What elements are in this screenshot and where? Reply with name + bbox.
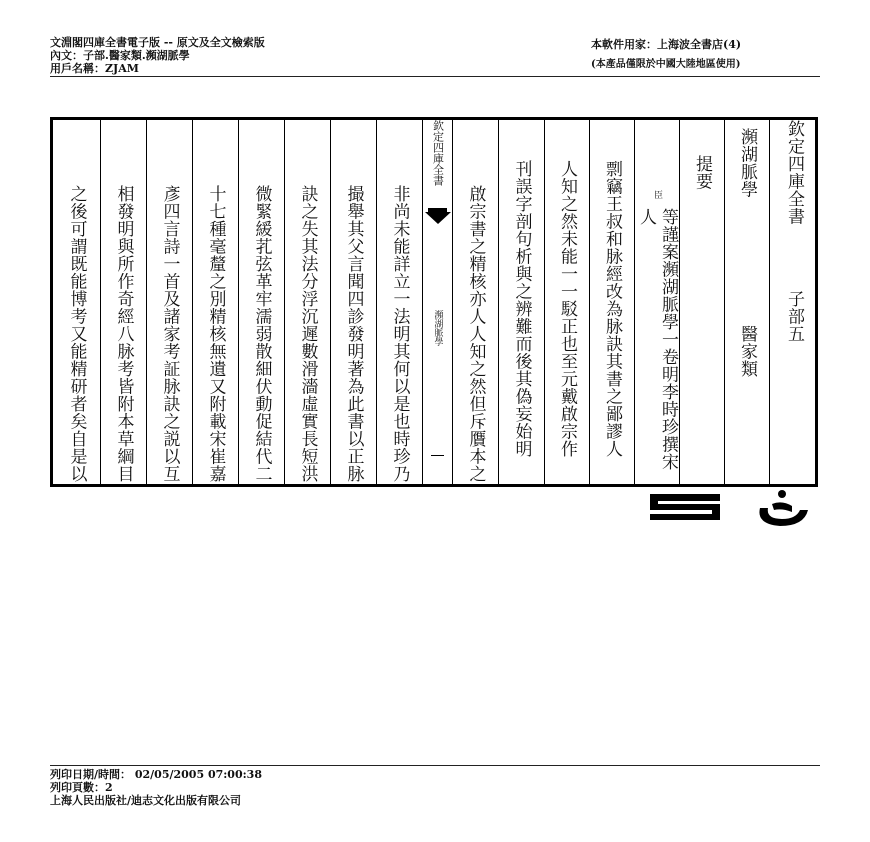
fold-fishtail-mark	[425, 212, 451, 224]
title-column	[769, 120, 818, 484]
fold-book-title: 欽定四庫全書	[431, 120, 445, 186]
book-name-column	[724, 120, 769, 484]
header-license: 本軟件用家：上海波全書店(4)	[591, 38, 742, 51]
header-user-name: 用戶名稱：ZJAM	[50, 62, 139, 75]
book-page-frame	[50, 117, 818, 487]
text-column-7-text: 相發明與所作奇經八脉考皆附本草綱目	[113, 185, 134, 483]
text-column-4-text: 微緊緩芤弦革牢濡弱散細伏動促結代二	[251, 185, 272, 483]
text-column-r5	[452, 120, 498, 484]
text-column-3	[284, 120, 330, 484]
text-column-4	[238, 120, 284, 484]
text-column-5	[192, 120, 238, 484]
text-column-8	[53, 120, 100, 484]
tiyao-column	[679, 120, 724, 484]
header-divider	[50, 76, 820, 77]
text-column-r1	[634, 120, 679, 484]
fold-bottom-line	[431, 455, 444, 456]
text-column-7	[100, 120, 146, 484]
header-title: 文淵閣四庫全書電子版 -- 原文及全文檢索版	[50, 36, 265, 49]
text-column-r4	[498, 120, 544, 484]
header-restriction: (本產品僅限於中國大陸地區使用)	[591, 59, 741, 70]
tiyao-heading: 提要	[692, 155, 712, 190]
category-name: 醫家類	[737, 325, 757, 378]
text-column-r4-text: 刊誤字剖句析與之辨難而後其偽妄始明	[511, 160, 532, 458]
text-column-r5-text: 啟宗書之精核亦人人知之然但斥贋本之	[465, 185, 486, 483]
text-column-1-text: 非尚未能詳立一法明其何以是也時珍乃	[389, 185, 410, 483]
text-column-r3	[544, 120, 589, 484]
text-column-3-text: 訣之失其法分浮沉遲數滑濇虛實長短洪	[297, 185, 318, 483]
footer-publisher: 上海人民出版社/迪志文化出版有限公司	[50, 794, 242, 807]
fold-column	[422, 120, 452, 484]
text-column-r2-text: 剽竊王叔和脉經改為脉訣其書之鄙謬人	[602, 160, 622, 458]
text-column-6-text: 彥四言詩一首及諸家考証脉訣之説以互	[159, 185, 180, 483]
text-column-r3-text: 人知之然未能一一駁正也至元戴啟宗作	[557, 160, 577, 458]
fold-book-name: 瀕湖脈學	[432, 310, 443, 346]
book-name: 瀕湖脈學	[737, 128, 757, 198]
text-column-5-text: 十七種毫釐之別精核無遺又附載宋崔嘉	[205, 185, 226, 483]
footer-print-datetime: 列印日期/時間： 02/05/2005 07:00:38	[50, 768, 262, 781]
text-column-2-text: 撮舉其父言聞四診發明著為此書以正脉	[343, 185, 364, 483]
text-column-r2	[589, 120, 634, 484]
publisher-logo-seal	[752, 488, 816, 534]
text-column-2	[330, 120, 376, 484]
text-column-r1-chen: 臣	[652, 190, 662, 199]
footer-divider	[50, 765, 820, 766]
header-content-path: 內文：子部.醫家類.瀕湖脈學	[50, 49, 190, 62]
text-column-8-text: 之後可謂既能博考又能精研者矣自是以	[66, 185, 87, 483]
text-column-r1-text: 等謹案瀕湖脈學一卷明李時珍撰宋人	[636, 208, 678, 471]
book-title: 欽定四庫全書	[784, 120, 804, 225]
text-column-6	[146, 120, 192, 484]
text-column-1	[376, 120, 422, 484]
section-name: 子部五	[784, 290, 804, 343]
footer-print-pages: 列印頁數：2	[50, 781, 113, 794]
publisher-logo-s	[648, 488, 724, 528]
